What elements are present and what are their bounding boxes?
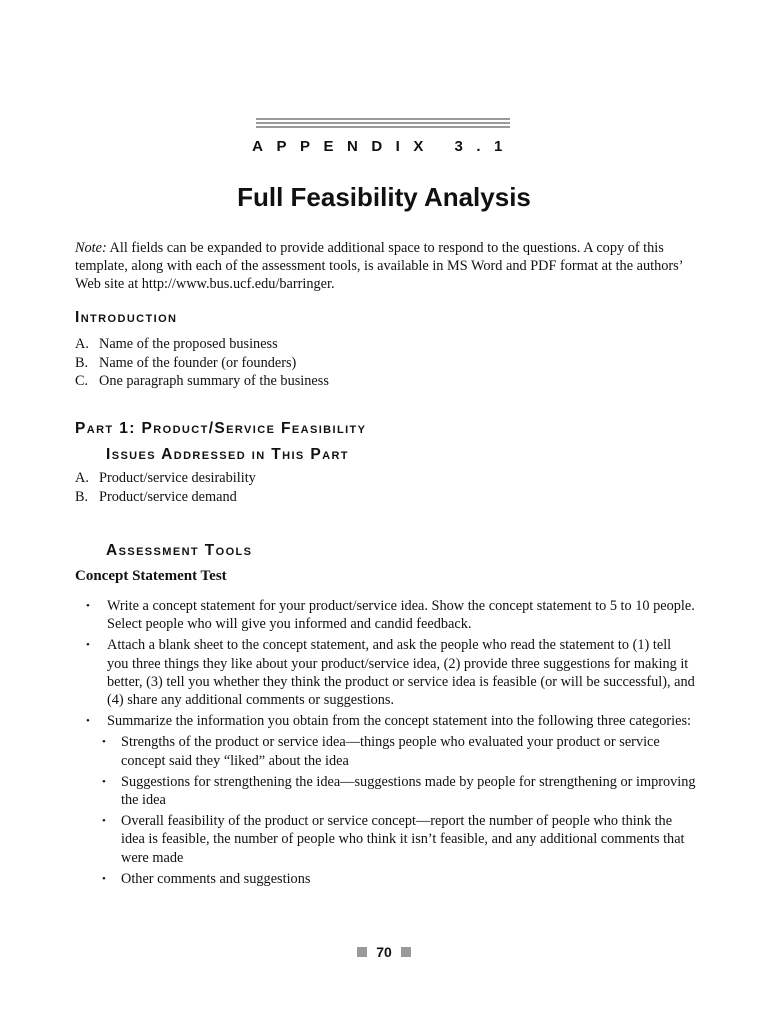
part1-heading: Part 1: Product/Service Feasibility xyxy=(75,420,367,437)
assessment-tools-heading: Assessment Tools xyxy=(106,542,253,559)
bullet-glyph: • xyxy=(102,815,106,828)
sub-bullet-item: • Other comments and suggestions xyxy=(102,870,311,887)
list-item: B. Product/service demand xyxy=(75,488,237,505)
appendix-label: APPENDIX 3.1 xyxy=(252,138,516,155)
list-item: A. Product/service desirability xyxy=(75,470,256,486)
concept-statement-heading: Concept Statement Test xyxy=(75,568,227,584)
sub-bullet-item: • Suggestions for strengthening the idea—suggestions made by people for strengthening or improving the idea xyxy=(102,773,696,809)
introduction-heading: Introduction xyxy=(75,309,178,326)
concept-bullets xyxy=(86,597,696,891)
list-item: C. One paragraph summary of the business xyxy=(75,373,329,389)
issues-list xyxy=(75,469,695,506)
footer-square-left xyxy=(357,947,367,957)
bullet-glyph: • xyxy=(86,600,90,612)
header-rules xyxy=(256,118,510,130)
bullet-glyph: • xyxy=(102,775,106,788)
note-text: All fields can be expanded to provide additional space to respond to the questions. A copy of this template, along with each of the assessment tools, is available in MS Word and PDF format at the authors’ Web site at http://www.bus.ucf.edu/barringer. xyxy=(75,240,683,292)
sub-bullets xyxy=(86,733,696,888)
sub-bullet-item: • Overall feasibility of the product or service concept—report the number of people who think the idea is feasible, the number of people who think it isn’t feasible, and any additional comments that were made xyxy=(102,813,685,866)
bullet-glyph: • xyxy=(86,639,90,652)
note-label: Note: xyxy=(75,240,107,256)
page-title: Full Feasibility Analysis xyxy=(237,182,531,212)
sub-bullet-item: • Strengths of the product or service idea—things people who evaluated your product or service concept said they “liked” about the idea xyxy=(102,734,660,769)
note-paragraph xyxy=(75,239,695,293)
bullet-item: • Summarize the information you obtain from the concept statement into the following three categories: xyxy=(86,713,692,730)
page-number: 70 xyxy=(376,944,392,960)
bullet-item: • Write a concept statement for your product/service idea. Show the concept statement to 5 to 10 people. Select people who will give you informed and candid feedback. xyxy=(86,598,695,633)
issues-heading: Issues Addressed in This Part xyxy=(106,446,349,463)
bullet-glyph: • xyxy=(86,715,90,728)
bullet-glyph: • xyxy=(102,872,106,885)
bullet-glyph: • xyxy=(102,736,106,749)
page-footer xyxy=(0,944,768,960)
introduction-list xyxy=(75,335,695,391)
footer-square-right xyxy=(401,947,411,957)
list-item: B. Name of the founder (or founders) xyxy=(75,354,297,371)
list-item: A. Name of the proposed business xyxy=(75,336,278,352)
bullet-item: • Attach a blank sheet to the concept statement, and ask the people who read the statement to (1) tell you three things they like about your product/service idea, (2) provide three suggestions for making it better, (3) tell you whether they think the product or service idea is feasible (or will be successful), and (4) share any additional comments or suggestions. xyxy=(86,637,695,709)
